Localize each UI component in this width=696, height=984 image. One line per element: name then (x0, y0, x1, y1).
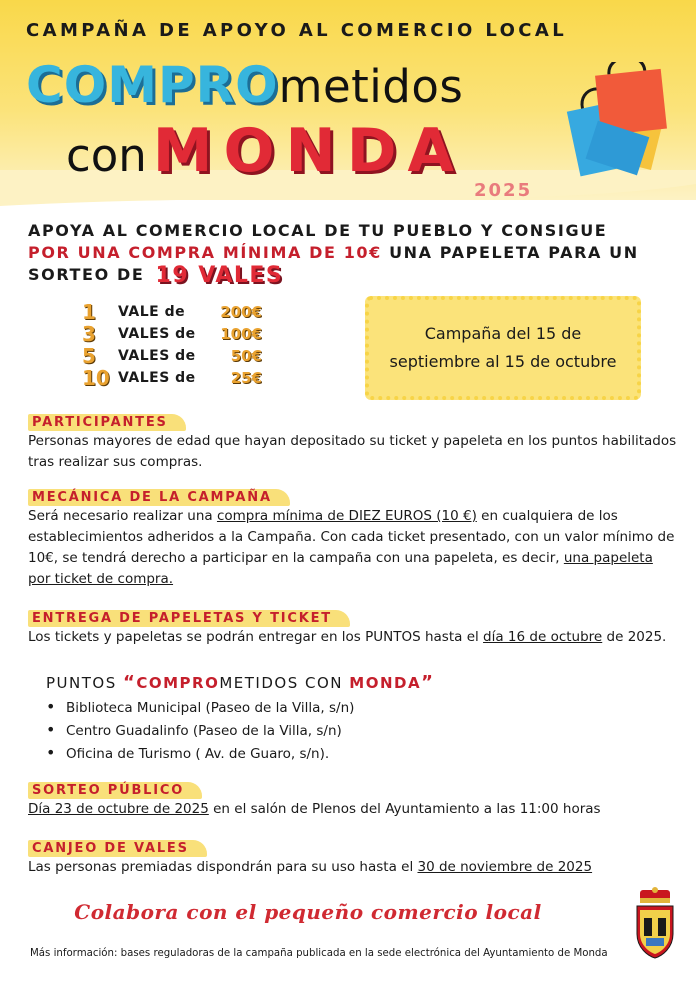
list-item: • Biblioteca Municipal (Paseo de la Villa, s/n) (46, 696, 354, 719)
intro-block (28, 220, 688, 287)
min-purchase-underlined: compra mínima de DIEZ EUROS (10 €) (216, 508, 477, 524)
puntos-monda: MONDA (349, 674, 422, 692)
shopping-bags-icon (552, 62, 678, 182)
list-item: • Centro Guadalinfo (Paseo de la Villa, s/n) (46, 719, 354, 742)
quote-close: ” (421, 672, 435, 693)
section-title: CANJEO DE VALES (28, 840, 207, 857)
logo-compro: COMPRO (26, 56, 279, 114)
logo-metidos: metidos (278, 60, 464, 113)
sorteo-de-text: SORTEO DE (28, 265, 145, 284)
prize-label: VALES de (118, 348, 196, 364)
prize-quantity: 3 (82, 322, 96, 346)
section-participantes (28, 411, 678, 473)
intro-line-1: APOYA AL COMERCIO LOCAL DE TU PUEBLO Y CONSIGUE (28, 221, 608, 240)
puntos-title (46, 672, 434, 693)
prize-label: VALES de (118, 370, 196, 386)
logo-year: 2025 (474, 180, 533, 201)
prize-row (82, 346, 262, 368)
list-item: • Oficina de Turismo ( Av. de Guaro, s/n). (46, 742, 354, 765)
prize-row (82, 302, 262, 324)
prize-amount: 25€ (230, 369, 262, 387)
slogan: Colabora con el pequeño comercio local (74, 900, 542, 924)
section-title: SORTEO PÚBLICO (28, 782, 202, 799)
more-info-text: Más información: bases reguladoras de la campaña publicada en la sede electrónica del Ayuntamiento de Monda (30, 948, 608, 959)
section-mecanica (28, 486, 678, 590)
prize-quantity: 1 (82, 300, 96, 324)
section-body: Personas mayores de edad que hayan depositado su ticket y papeleta en los puntos habilitados tras realizar sus compras. (28, 433, 677, 470)
prize-quantity: 10 (82, 366, 110, 390)
section-entrega (28, 607, 678, 648)
campaign-dates-line-2: septiembre al 15 de octubre (389, 352, 617, 371)
sorteo-text-rest: en el salón de Plenos del Ayuntamiento a las 11:00 horas (208, 801, 601, 817)
redeem-deadline-underlined: 30 de noviembre de 2025 (417, 859, 593, 875)
logo-line1 (26, 56, 463, 114)
campaign-tag: CAMPAÑA DE APOYO AL COMERCIO LOCAL (26, 20, 568, 41)
section-canjeo (28, 837, 678, 878)
prize-quantity: 5 (82, 344, 96, 368)
mecanica-text-a: Será necesario realizar una (28, 508, 217, 524)
one-ticket-underlined: una papeleta por ticket de compra. (28, 550, 653, 587)
prize-amount: 100€ (220, 325, 262, 343)
prize-label: VALES de (118, 326, 196, 342)
campaign-dates-box (365, 296, 641, 400)
section-title: PARTICIPANTES (28, 414, 186, 431)
logo-line2 (66, 116, 465, 186)
deadline-underlined: día 16 de octubre (483, 629, 603, 645)
section-title: MECÁNICA DE LA CAMPAÑA (28, 489, 290, 506)
prize-amount: 50€ (230, 347, 262, 365)
campaign-dates-line-1: Campaña del 15 de (424, 324, 582, 343)
section-body (28, 627, 678, 648)
intro-line-2-rest: UNA PAPELETA PARA UN (381, 243, 639, 262)
puntos-list (46, 696, 354, 765)
puntos-compro: COMPRO (136, 674, 220, 692)
canjeo-text-a: Las personas premiadas dispondrán para su uso hasta el (28, 859, 418, 875)
monda-coat-of-arms-icon (632, 886, 678, 962)
puntos-prefix: PUNTOS (46, 674, 124, 692)
mecanica-text-b: en cualquiera de los establecimientos adheridos a la Campaña. Con cada ticket presentado, con un valor mínimo de 10€, se tendrá derecho a participar en la campaña con una papeleta, es decir, (28, 508, 675, 566)
prize-label: VALE de (118, 304, 186, 320)
prize-amount: 200€ (220, 303, 262, 321)
prize-list (82, 302, 262, 390)
section-sorteo (28, 779, 678, 820)
vales-count-badge: 19 VALES (155, 263, 284, 288)
section-body (28, 506, 678, 590)
prize-row (82, 324, 262, 346)
logo-con: con (66, 129, 147, 182)
puntos-metidos-con: METIDOS CON (219, 674, 350, 692)
logo-monda: MONDA (152, 116, 465, 186)
intro-line-3 (28, 264, 688, 287)
section-title: ENTREGA DE PAPELETAS Y TICKET (28, 610, 350, 627)
quote-open: “ (123, 672, 137, 693)
entrega-text-a: Los tickets y papeletas se podrán entregar en los PUNTOS hasta el (28, 629, 484, 645)
section-body (28, 857, 678, 878)
entrega-text-b: de 2025. (602, 629, 667, 645)
draw-date-underlined: Día 23 de octubre de 2025 (28, 801, 209, 817)
prize-row (82, 368, 262, 390)
min-purchase-text: POR UNA COMPRA MÍNIMA DE 10€ (28, 243, 382, 262)
section-body (28, 799, 678, 820)
intro-line-2 (28, 242, 688, 264)
